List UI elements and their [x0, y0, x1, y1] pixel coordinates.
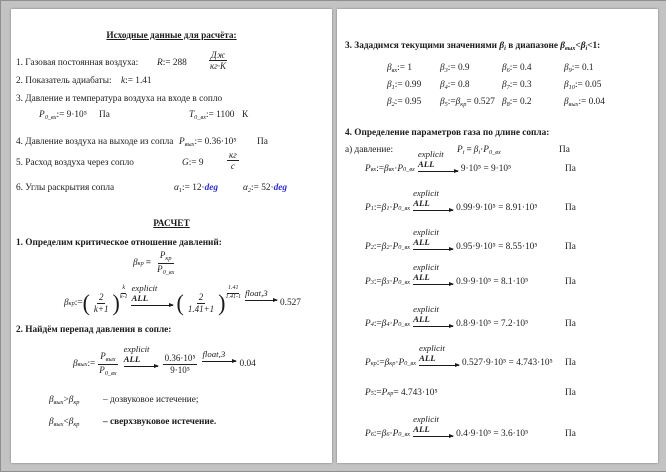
pressure-general-def: $P_i = \beta_i\cdot P_{0\_вх}$: [457, 145, 501, 156]
pressure-equation-row: P кр := β кр · P 0_вх explicit ALL 0.527·9·10⁵ = 4.743·10⁵ Па: [365, 342, 576, 368]
p0-unit: Па: [99, 110, 110, 120]
beta-definition: $\beta_4:= 0.8$: [440, 80, 470, 91]
section3-heading: 3. Зададимся текущими значениями $\beta_i$ в диапазоне $\beta_{вых}<\beta_i<1$:: [345, 41, 601, 52]
given-g-label: 5. Расход воздуха через сопло: [16, 158, 134, 168]
beta-definition: $\beta_{вых}:= 0.04$: [564, 97, 605, 108]
page-2: [337, 9, 658, 463]
close-paren: ): [218, 289, 226, 316]
beta-definition: $\beta_5:=\beta_{кр}= 0.527$: [440, 97, 495, 108]
beta-kr-formula: β кр := ( 2 k+1 ) k k-1 explicit ALL ( 2 1.41+1 ) 1.41 1.41-1 float,3 0.527: [64, 282, 301, 316]
beta-out-result: 0.04: [239, 359, 256, 369]
pressure-sublabel: а) давление:: [345, 145, 394, 155]
alpha2-definition: $\alpha_2:= 52\cdot deg$: [243, 183, 288, 194]
beta-definition: $\beta_3:= 0.9$: [440, 63, 470, 74]
given-angles-label: 6. Углы раскрытия сопла: [16, 183, 115, 193]
pressure-unit: Па: [565, 203, 576, 213]
symbolic-arrow: explicit ALL: [413, 415, 453, 437]
exponent-fraction: k k-1: [119, 285, 128, 300]
supersonic-condition: $\beta_{вых}<\beta_{кр}$: [49, 417, 80, 428]
section1-heading: 1. Определим критическое отношение давлений:: [16, 238, 222, 248]
beta-definition: $\beta_1:= 0.99$: [387, 80, 422, 91]
pout-definition: $P_{вых}:= 0.36\cdot 10^5$: [179, 137, 237, 148]
t0-definition: $T_{0\_вх}:= 1100$: [189, 110, 235, 121]
pressure-equation-row: P 2 := β 2 · P 0_вх explicit ALL 0.95·9·10⁵ = 8.55·10⁵ Па: [365, 226, 576, 252]
pressure-unit: Па: [565, 388, 576, 398]
unit-kg-per-s: кг с: [229, 150, 237, 172]
page-1: [11, 9, 332, 463]
beta-out-formula: β вых := $P_{вых}$ $P_{0\_вх}$ explicit ALL 0.36·10⁵ 9·10⁵ float,3 0.04: [73, 343, 256, 377]
pressure-equation-row: P 1 := β 1 · P 0_вх explicit ALL 0.99·9·10⁵ = 8.91·10⁵ Па: [365, 187, 576, 213]
symbolic-arrow: explicit ALL: [413, 189, 453, 211]
unit-j-per-kgk: Дж кг·К: [210, 50, 226, 72]
given-pout-label: 4. Давление воздуха на выходе из сопла: [16, 137, 174, 147]
pressure-result: 0.527·9·10⁵ = 4.743·10⁵: [462, 358, 553, 368]
beta-definition: $\beta_6:= 0.4$: [502, 63, 532, 74]
subsonic-condition: $\beta_{вых}>\beta_{кр}$: [49, 395, 80, 406]
open-paren: (: [82, 289, 90, 316]
calc-title: РАСЧЕТ: [153, 219, 190, 229]
section4-heading: 4. Определение параметров газа по длине сопла:: [345, 128, 550, 138]
pressure-unit: Па: [565, 429, 576, 439]
symbolic-arrow: explicit ALL: [413, 305, 453, 327]
pressure-equation-row: P 3 := β 3 · P 0_вх explicit ALL 0.9·9·10⁵ = 8.1·10⁵ Па: [365, 261, 576, 287]
open-paren: (: [176, 289, 184, 316]
pressure-equation-row: P 4 := β 4 · P 0_вх explicit ALL 0.8·9·10⁵ = 7.2·10⁵ Па: [365, 303, 576, 329]
beta-definition: $\beta_{10}:= 0.05$: [564, 80, 602, 91]
p5-equation-row: P 5 := P кр = 4.743·10⁵ Па: [365, 388, 576, 398]
pressure-unit: Па: [565, 358, 576, 368]
supersonic-label: – сверхзвуковое истечение.: [103, 417, 217, 427]
given-k-value: k:= 1.41: [121, 76, 152, 86]
exponent-fraction: 1.41 1.41-1: [225, 285, 241, 300]
beta-definition: $\beta_7:= 0.3$: [502, 80, 532, 91]
pressure-result: 9·10⁵ = 9·10⁵: [460, 164, 512, 174]
given-r-label: 1. Газовая постоянная воздуха:: [16, 58, 139, 68]
g-definition: G:= 9: [182, 158, 204, 168]
pressure-equation-row: P вх := β вх · P 0_вх explicit ALL 9·10⁵ = 9·10⁵ Па: [365, 148, 576, 174]
beta-definition: $\beta_8:= 0.2$: [502, 97, 532, 108]
pressure-result: 0.4·9·10⁵ = 3.6·10⁵: [456, 429, 529, 439]
close-paren: ): [112, 289, 120, 316]
alpha1-definition: $\alpha_1:= 12\cdot deg$: [174, 183, 219, 194]
pressure-result: 0.8·9·10⁵ = 7.2·10⁵: [456, 319, 529, 329]
t0-unit: К: [242, 110, 249, 120]
symbolic-arrow: explicit ALL: [124, 345, 158, 367]
given-r-value: R:= 288: [157, 58, 187, 68]
section2-heading: 2. Найдём перепад давления в сопле:: [16, 325, 172, 335]
given-k-label: 2. Показатель адиабаты:: [16, 76, 112, 86]
symbolic-arrow: explicit ALL: [131, 284, 173, 306]
beta-definition: $\beta_2:= 0.95$: [387, 97, 422, 108]
given-inlet-label: 3. Давление и температура воздуха на входе в сопло: [16, 94, 223, 104]
beta-kr-relation: β кр = $P_{кр}$ $P_{0\_вх}$: [133, 250, 175, 276]
pressure-result: 0.9·9·10⁵ = 8.1·10⁵: [456, 277, 529, 287]
pressure-unit: Па: [565, 277, 576, 287]
pout-unit: Па: [257, 137, 268, 147]
symbolic-arrow: explicit ALL: [413, 263, 453, 285]
symbolic-arrow: explicit ALL: [418, 150, 458, 172]
page1-title: Исходные данные для расчёта:: [106, 31, 237, 41]
pressure-unit: Па: [565, 164, 576, 174]
pressure-unit: Па: [565, 319, 576, 329]
float-arrow: float,3: [245, 289, 277, 302]
pressure-equation-row: P 6 := β 6 · P 0_вх explicit ALL 0.4·9·10⁵ = 3.6·10⁵ Па: [365, 413, 576, 439]
float-arrow: float,3: [202, 350, 236, 363]
pressure-general-unit: Па: [559, 145, 570, 155]
subsonic-label: – дозвуковое истечение;: [103, 395, 199, 405]
pressure-unit: Па: [565, 242, 576, 252]
beta-definition: $\beta_9:= 0.1$: [564, 63, 594, 74]
beta-definition: $\beta_{вх}:= 1$: [387, 63, 412, 74]
pressure-result: 0.99·9·10⁵ = 8.91·10⁵: [456, 203, 538, 213]
symbolic-arrow: explicit ALL: [413, 228, 453, 250]
pressure-result: 0.95·9·10⁵ = 8.55·10⁵: [456, 242, 538, 252]
p0-definition: $P_{0\_вх}:= 9\cdot 10^5$: [39, 110, 87, 121]
beta-kr-result: 0.527: [279, 298, 301, 308]
symbolic-arrow: explicit ALL: [419, 344, 459, 366]
